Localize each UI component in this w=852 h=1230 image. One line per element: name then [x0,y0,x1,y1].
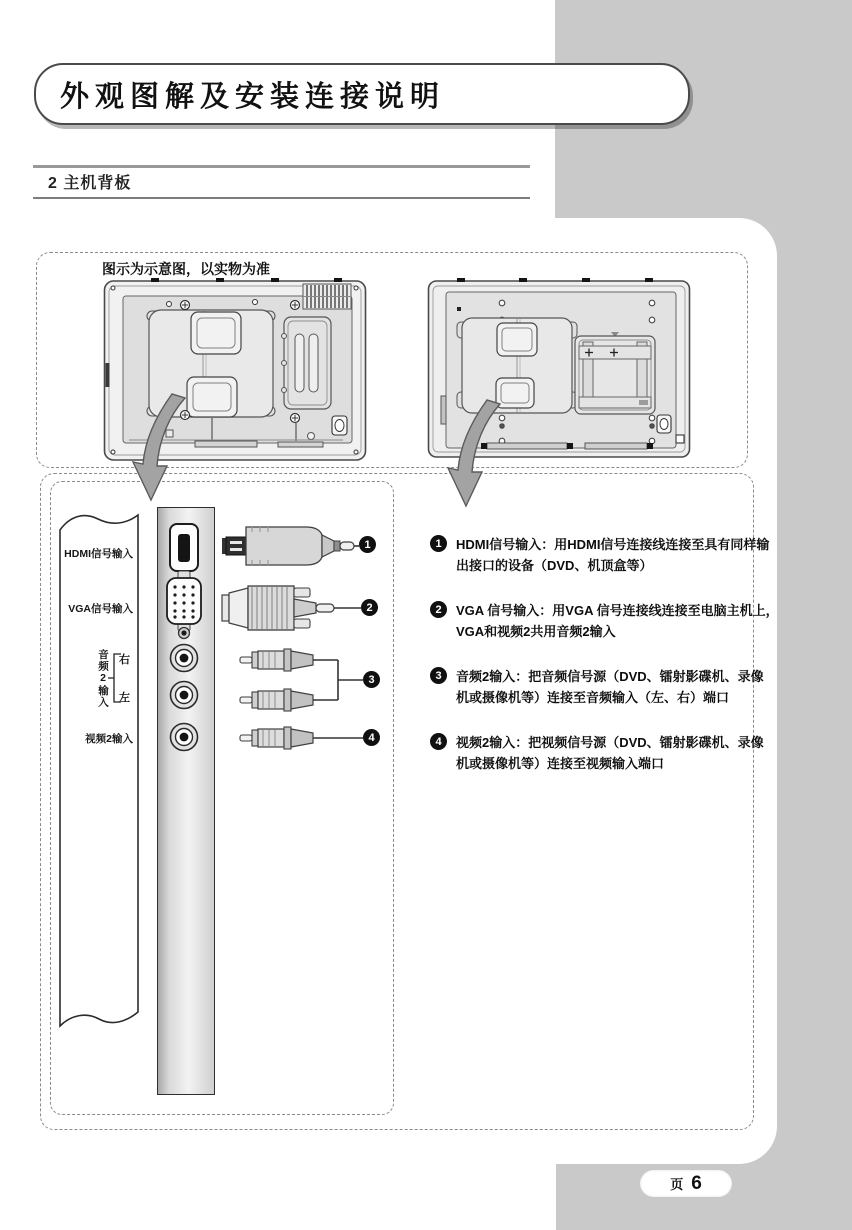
description-line: 出接口的设备（DVD、机顶盒等） [456,558,653,573]
description-line: 机或摄像机等）连接至视频输入端口 [456,756,665,771]
description-line: 机或摄像机等）连接至音频输入（左、右）端口 [456,690,730,705]
video-rca-cable [240,727,363,749]
video-jack [171,724,198,751]
vga-cable [222,586,361,630]
arrow-down-left [128,392,193,504]
description-line: 音频2输入：把音频信号源（DVD、镭射影碟机、录像 [456,669,764,684]
page-title: 外观图解及安装连接说明 [60,80,446,113]
switch-hole [676,435,684,443]
description-line: 视频2输入：把视频信号源（DVD、镭射影碟机、录像 [456,735,764,750]
hdmi-cable [222,527,359,565]
vga-port [167,571,201,631]
section-heading: 2 主机背板 [48,175,132,192]
description-badge-2: 2 [430,601,447,618]
page-label: 页 [670,1177,684,1192]
description-line: HDMI信号输入：用HDMI信号连接线连接至具有同样输 [456,537,770,552]
arrow-down-right [443,398,508,510]
power-socket [657,415,671,433]
callout-badge-3: 3 [363,671,380,688]
audio-group-label: 音频2输入 [97,649,109,708]
vga-port-label: VGA信号输入 [68,603,133,615]
vent-grille [303,284,351,309]
diagram-note: 图示为示意图，以实物为准 [102,261,270,277]
description-item-vga [430,600,779,642]
description-badge-3: 3 [430,667,447,684]
connector-strip-ports [157,507,215,1095]
power-socket [332,416,347,435]
callout-badge-4: 4 [363,729,380,746]
page-number-pill [640,1170,732,1197]
section-rule-bottom [33,197,530,199]
tv-side-outline [58,510,143,1035]
description-badge-4: 4 [430,733,447,750]
wall-mount-module [282,317,332,409]
description-item-audio [430,666,764,708]
vesa-bracket [575,332,655,414]
page-number: 6 [691,1172,702,1194]
video-port-label: 视频2输入 [85,733,133,745]
page-title-box [34,63,690,125]
audio-right-jack [171,645,198,672]
hdmi-port-label: HDMI信号输入 [64,548,133,560]
callout-badge-2: 2 [361,599,378,616]
description-badge-1: 1 [430,535,447,552]
small-hole [179,628,190,639]
description-line: VGA 信号输入：用VGA 信号连接线连接至电脑主机上， [456,603,779,618]
audio-right-label: 右 [119,654,130,666]
hdmi-port [170,524,198,571]
audio-rca-cables [240,649,363,711]
section-rule-top [33,165,530,168]
description-item-hdmi [430,534,770,576]
callout-badge-1: 1 [359,536,376,553]
description-line: VGA和视频2共用音频2输入 [456,624,616,639]
side-slot [106,363,110,387]
audio-left-label: 左 [119,692,130,704]
audio-left-jack [171,682,198,709]
description-item-video [430,732,764,774]
